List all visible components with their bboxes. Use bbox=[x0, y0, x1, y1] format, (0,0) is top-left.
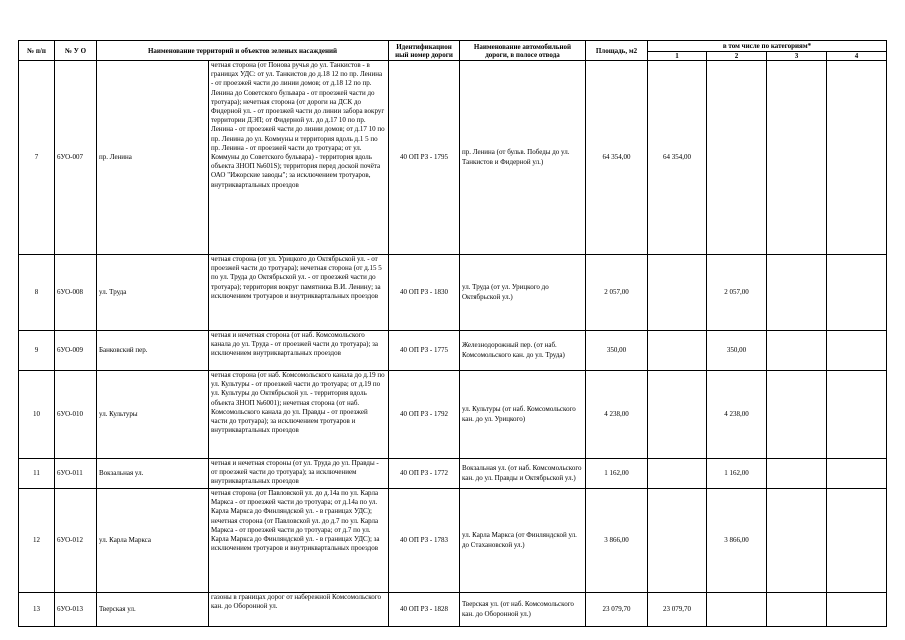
table-row bbox=[19, 371, 887, 459]
row-area: 350,00 bbox=[586, 331, 648, 371]
row-road-id: 40 ОП РЗ - 1830 bbox=[389, 255, 460, 331]
row-code: 6УО-008 bbox=[55, 255, 97, 331]
table-body bbox=[19, 61, 887, 627]
row-name: Банковский пер. bbox=[97, 331, 209, 371]
row-cat4 bbox=[827, 593, 887, 627]
row-description bbox=[209, 459, 389, 489]
row-cat4 bbox=[827, 371, 887, 459]
row-code: 6УО-010 bbox=[55, 371, 97, 459]
table-header bbox=[19, 41, 887, 61]
header-category-4: 4 bbox=[827, 52, 887, 61]
header-category-1: 1 bbox=[648, 52, 707, 61]
row-description-text: четная и нечетная стороны (от ул. Труда до ул. Правды - от проезжей части до тротуара); за исключением внутриквартальных проездов bbox=[211, 459, 379, 486]
row-code: 6УО-009 bbox=[55, 331, 97, 371]
row-num: 12 bbox=[19, 489, 55, 593]
row-cat4 bbox=[827, 61, 887, 255]
row-road-name: Железнодорожный пер. (от наб. Комсомольского кан. до ул. Труда) bbox=[460, 331, 586, 371]
row-cat3 bbox=[767, 255, 827, 331]
row-cat4 bbox=[827, 255, 887, 331]
header-road-id: Идентификацион ный номер дороги bbox=[389, 41, 460, 61]
header-code: № У О bbox=[55, 41, 97, 61]
table-row bbox=[19, 255, 887, 331]
row-cat2: 350,00 bbox=[707, 331, 767, 371]
row-road-name: ул. Культуры (от наб. Комсомольского кан. до ул. Урицкого) bbox=[460, 371, 586, 459]
row-area: 3 866,00 bbox=[586, 489, 648, 593]
row-road-id: 40 ОП РЗ - 1775 bbox=[389, 331, 460, 371]
row-code: 6УО-013 bbox=[55, 593, 97, 627]
row-name: Тверская ул. bbox=[97, 593, 209, 627]
row-cat3 bbox=[767, 593, 827, 627]
row-cat2 bbox=[707, 593, 767, 627]
row-cat1 bbox=[648, 459, 707, 489]
row-name: пр. Ленина bbox=[97, 61, 209, 255]
row-num: 11 bbox=[19, 459, 55, 489]
row-description bbox=[209, 489, 389, 593]
row-code: 6УО-012 bbox=[55, 489, 97, 593]
row-area: 64 354,00 bbox=[586, 61, 648, 255]
row-description bbox=[209, 371, 389, 459]
row-cat1 bbox=[648, 331, 707, 371]
row-name: ул. Культуры bbox=[97, 371, 209, 459]
row-cat4 bbox=[827, 459, 887, 489]
row-num: 10 bbox=[19, 371, 55, 459]
row-area: 1 162,00 bbox=[586, 459, 648, 489]
row-cat4 bbox=[827, 489, 887, 593]
row-cat1 bbox=[648, 255, 707, 331]
row-road-id: 40 ОП РЗ - 1792 bbox=[389, 371, 460, 459]
green-areas-table bbox=[18, 40, 887, 627]
row-cat2: 1 162,00 bbox=[707, 459, 767, 489]
row-road-name: ул. Карла Маркса (от Финляндской ул. до Стахановской ул.) bbox=[460, 489, 586, 593]
table-row bbox=[19, 593, 887, 627]
row-description-text: четная сторона (от Понова ручья до ул. Танкистов - в границах УДС: от ул. Танкистов до д.18 12 по пр. Ленина - от проезжей части до линии домов; от д.18 12 по пр. Ленина до Советского бульвара - от проезжей части до тротуара); нечетная сторона (от дороги на ДСК до Фидерной ул. - от проезжей части до линии забора вокруг территории ДЭП; от Фидерной ул. до д.17 10 по пр. Ленина - от проезжей части до линии домов; от д.17 10 по пр. Ленина до ул. Коммуны и территория вдоль д.1 5 по пр. Ленина - от проезжей части до тротуара; от ул. Коммуны до Советского бульвара) - территория вдоль объекта ЗНОП №601S); территория перед доской почёта ОАО "Ижорские заводы"; за исключением тротуаров, внутриквартальных проездов bbox=[211, 61, 385, 189]
row-description bbox=[209, 331, 389, 371]
table-row bbox=[19, 61, 887, 255]
header-road-name: Наименование автомобильной дороги, в полосе отвода bbox=[460, 41, 586, 61]
row-area: 2 057,00 bbox=[586, 255, 648, 331]
header-category-2: 2 bbox=[707, 52, 767, 61]
row-area: 4 238,00 bbox=[586, 371, 648, 459]
row-road-id: 40 ОП РЗ - 1783 bbox=[389, 489, 460, 593]
header-category-group: в том числе по категориям* bbox=[648, 41, 887, 52]
row-area: 23 079,70 bbox=[586, 593, 648, 627]
row-cat2: 2 057,00 bbox=[707, 255, 767, 331]
header-name: Наименование территорий и объектов зеленых насаждений bbox=[97, 41, 389, 61]
row-cat1: 64 354,00 bbox=[648, 61, 707, 255]
row-cat2 bbox=[707, 61, 767, 255]
row-road-name: Вокзальная ул. (от наб. Комсомольского кан. до ул. Правды и Октябрьской ул.) bbox=[460, 459, 586, 489]
row-num: 8 bbox=[19, 255, 55, 331]
row-code: 6УО-007 bbox=[55, 61, 97, 255]
row-cat3 bbox=[767, 459, 827, 489]
row-road-id: 40 ОП РЗ - 1772 bbox=[389, 459, 460, 489]
header-area: Площадь, м2 bbox=[586, 41, 648, 61]
row-description bbox=[209, 61, 389, 255]
row-num: 9 bbox=[19, 331, 55, 371]
row-cat1 bbox=[648, 371, 707, 459]
row-cat4 bbox=[827, 331, 887, 371]
row-road-name: Тверская ул. (от наб. Комсомольского кан. до Оборонной ул.) bbox=[460, 593, 586, 627]
row-description-text: четная сторона (от наб. Комсомольского канала до д.19 по ул. Культуры - от проезжей части до тротуара; от д.19 по ул. Культуры до Октябрьской ул. - территория вдоль объекта ЗНОП №6001); нечетная сторона (от наб. Комсомольского канала до ул. Правды - от проезжей части до тротуара); за исключением тротуаров и внутриквартальных проездов bbox=[211, 371, 385, 435]
row-cat1: 23 079,70 bbox=[648, 593, 707, 627]
row-cat3 bbox=[767, 331, 827, 371]
row-cat3 bbox=[767, 489, 827, 593]
row-description-text: газоны в границах дорог от набережной Комсомольского кан. до Оборонной ул. bbox=[211, 593, 382, 611]
row-cat3 bbox=[767, 61, 827, 255]
row-description bbox=[209, 593, 389, 627]
row-description-text: четная сторона (от Павловской ул. до д.14а по ул. Карла Маркса - от проезжей части до тротуара; от д.14а по ул. Карла Маркса до Финляндской ул. - в границах УДС); нечетная сторона (от Павловской ул. до д.7 по ул. Карла Маркса - от проезжей части до тротуара; от д.7 по ул. Карла Маркса до Финляндской ул. - в границах УДС); за исключением тротуаров и внутриквартальных проездов bbox=[211, 489, 380, 553]
row-code: 6УО-011 bbox=[55, 459, 97, 489]
row-cat3 bbox=[767, 371, 827, 459]
table-row bbox=[19, 331, 887, 371]
table-row bbox=[19, 489, 887, 593]
row-description-text: четная сторона (от ул. Урицкого до Октябрьской ул. - от проезжей части до тротуара); нечетная сторона (от д.15 5 по ул. Труда до Октябрьской ул. - от проезжей части до тротуара); территория вокруг памятника В.И. Ленину; за исключением тротуаров и внутриквартальных проездов bbox=[211, 255, 382, 300]
row-road-name: ул. Труда (от ул. Урицкого до Октябрьской ул.) bbox=[460, 255, 586, 331]
header-category-3: 3 bbox=[767, 52, 827, 61]
row-road-id: 40 ОП РЗ - 1828 bbox=[389, 593, 460, 627]
row-cat2: 3 866,00 bbox=[707, 489, 767, 593]
row-description bbox=[209, 255, 389, 331]
row-num: 13 bbox=[19, 593, 55, 627]
row-num: 7 bbox=[19, 61, 55, 255]
row-cat1 bbox=[648, 489, 707, 593]
row-cat2: 4 238,00 bbox=[707, 371, 767, 459]
table-row bbox=[19, 459, 887, 489]
row-description-text: четная и нечетная сторона (от наб. Комсомольского канала до ул. Труда - от проезжей части до тротуара); за исключением внутриквартальных проездов bbox=[211, 331, 379, 358]
row-road-name: пр. Ленина (от бульв. Победы до ул. Танкистов и Фидерной ул.) bbox=[460, 61, 586, 255]
row-name: ул. Труда bbox=[97, 255, 209, 331]
row-name: Вокзальная ул. bbox=[97, 459, 209, 489]
row-road-id: 40 ОП РЗ - 1795 bbox=[389, 61, 460, 255]
row-name: ул. Карла Маркса bbox=[97, 489, 209, 593]
header-num: № п/п bbox=[19, 41, 55, 61]
